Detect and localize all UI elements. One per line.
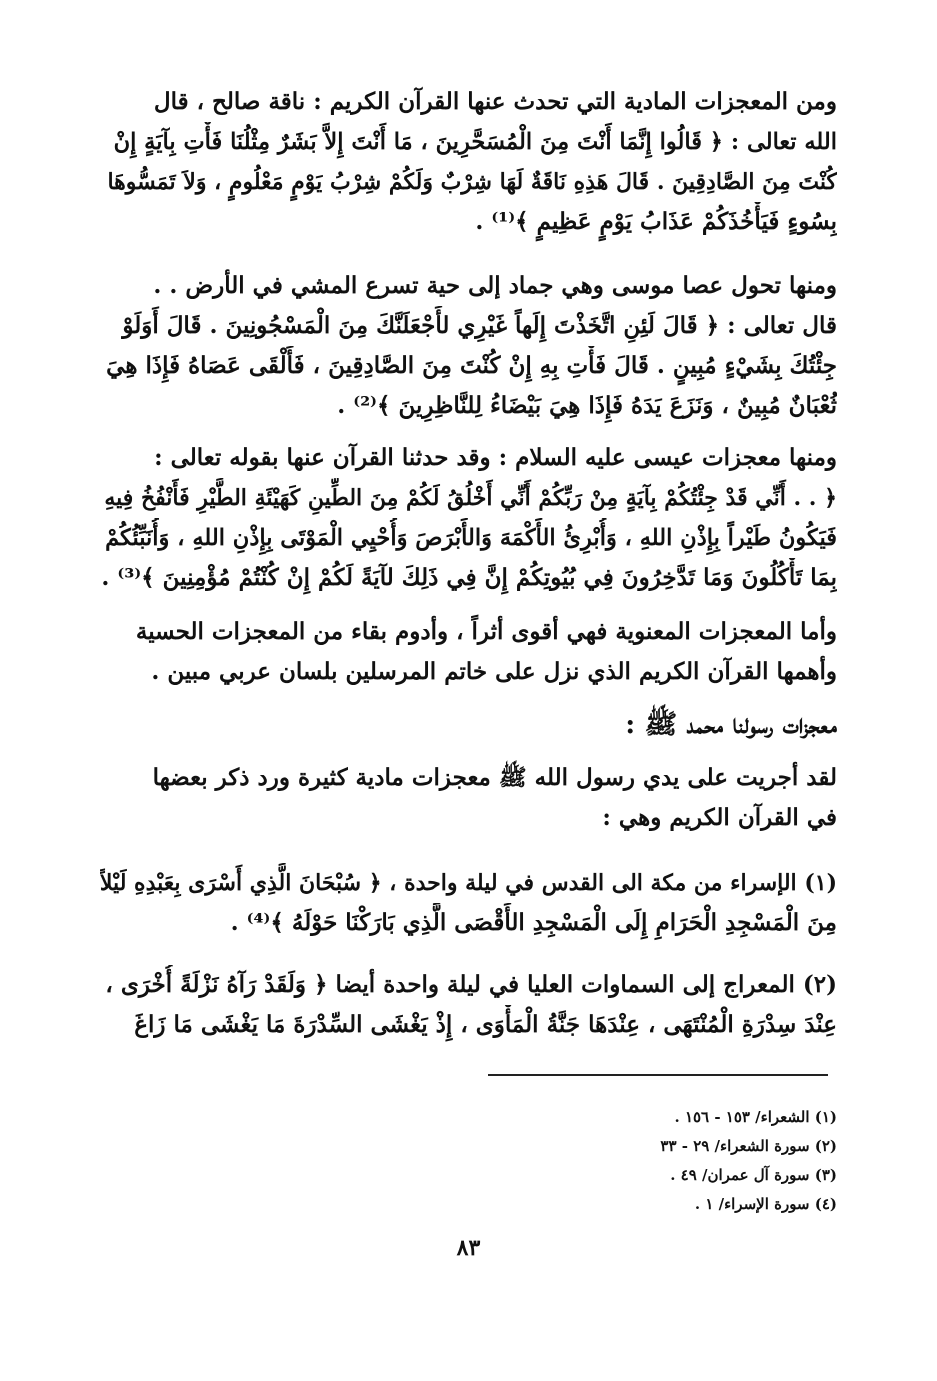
text-line: بِسُوءٍ فَيَأْخُذَكُمْ عَذَابُ يَوْمٍ عَظِيمٍ ﴾⁽¹⁾ . <box>475 208 837 235</box>
text-line: ومنها تحول عصا موسى وهي جماد إلى حية تسرع المشي في الأرض . . <box>153 272 837 299</box>
footnotes <box>437 1103 837 1219</box>
page-number: ٨٣ <box>456 1235 481 1261</box>
footnote-divider <box>488 1074 828 1076</box>
text-line: كُنْتَ مِنَ الصَّادِقِينَ . قَالَ هَذِهِ نَاقَةٌ لَهَا شِرْبٌ وَلَكُمْ شِرْبُ يَوْمٍ مَعْلُومٍ ، وَلاَ تَمَسُّوهَا <box>107 169 837 195</box>
text-line: بِمَا تَأْكُلُونَ وَمَا تَدَّخِرُونَ فِي بُيُوتِكُمْ إِنَّ فِي ذَلِكَ لآيَةً لَكُمْ إِنْ كُنْتُمْ مُؤْمِنِينَ ﴾⁽³⁾ . <box>101 564 837 591</box>
text-line: لقد أجريت على يدي رسول الله ﷺ معجزات مادية كثيرة ورد ذكر بعضها <box>152 764 837 791</box>
footnote: (١) الشعراء/ ١٥٣ - ١٥٦ . <box>674 1108 837 1126</box>
text-line: فَيَكُونُ طَيْراً بِإِذْنِ اللهِ ، وَأُبْرِئُ الأَكْمَهَ وَالأَبْرَصَ وَأُحْيِي الْمَوْتَى بِإِذْنِ اللهِ ، وَأُنَبِّئُكُمْ <box>105 525 837 551</box>
text-line: ومنها معجزات عيسى عليه السلام : وقد حدثنا القرآن عنها بقوله تعالى : <box>154 444 837 471</box>
text-line: في القرآن الكريم وهي : <box>602 804 837 831</box>
text-line: ومن المعجزات المادية التي تحدث عنها القرآن الكريم : ناقة صالح ، قال <box>153 88 837 115</box>
text-line: (١) الإسراء من مكة الى القدس في ليلة واحدة ، ﴿ سُبْحَانَ الَّذِي أَسْرَى بِعَبْدِهِ لَيْلاً <box>100 870 837 896</box>
text-line: جِئْتُكَ بِشَيْءٍ مُبِينٍ . قَالَ فَأْتِ بِهِ إِنْ كُنْتَ مِنَ الصَّادِقِينَ ، فَأَلْقَى عَصَاهُ فَإِذَا هِيَ <box>106 352 837 379</box>
text-line: وأهمها القرآن الكريم الذي نزل على خاتم المرسلين بلسان عربي مبين . <box>151 658 837 685</box>
footnote: (٤) سورة الإسراء/ ١ . <box>694 1195 837 1213</box>
text-line: قال تعالى : ﴿ قَالَ لَئِنِ اتَّخَذْتَ إِلَهاً غَيْرِي لأَجْعَلَنَّكَ مِنَ الْمَسْجُونِينَ . قَالَ أَوَلَوْ <box>122 312 837 339</box>
text-line: ثُعْبَانٌ مُبِينٌ ، وَنَزَعَ يَدَهُ فَإِذَا هِيَ بَيْضَاءُ لِلنَّاظِرِينَ ﴾⁽²⁾ . <box>337 392 837 419</box>
paragraph-prophet-miracles-intro <box>100 758 837 838</box>
list-item-miraj <box>100 965 837 1045</box>
list-item-isra <box>100 863 837 943</box>
text-line: عِنْدَ سِدْرَةِ الْمُنْتَهَى ، عِنْدَهَا جَنَّةُ الْمَأْوَى ، إِذْ يَغْشَى السِّدْرَةَ مَا يَغْشَى مَا زَاغَ <box>134 1011 837 1038</box>
footnote: (٢) سورة الشعراء/ ٢٩ - ٣٣ <box>660 1137 837 1155</box>
paragraph-jesus-miracles <box>100 438 837 598</box>
text-line: ﴿ . . أَنِّي قَدْ جِئْتُكُمْ بِآيَةٍ مِنْ رَبِّكُمْ أَنِّي أَخْلُقُ لَكُمْ مِنَ الطِّينِ كَهَيْئَةِ الطَّيْرِ فَأَنْفُخُ فِيهِ <box>104 485 837 511</box>
paragraph-moral-miracles <box>100 612 837 692</box>
paragraph-saleh-camel <box>100 82 837 242</box>
text-line: الله تعالى : ﴿ قَالُوا إِنَّمَا أَنْتَ مِنَ الْمُسَحَّرِينَ ، مَا أَنْتَ إِلاَّ بَشَرٌ مِثْلُنَا فَأْتِ بِآيَةٍ إِنْ <box>113 129 837 155</box>
text-line: (٢) المعراج إلى السماوات العليا في ليلة واحدة أيضا ﴿ وَلَقَدْ رَآهُ نَزْلَةً أُخْرَى ، <box>105 971 837 998</box>
section-heading: معجزات رسولنا محمد ﷺ : <box>625 709 837 740</box>
text-line: مِنَ الْمَسْجِدِ الْحَرَامِ إِلَى الْمَسْجِدِ الأَقْصَى الَّذِي بَارَكْنَا حَوْلَهُ ﴾⁽⁴⁾ . <box>230 909 837 936</box>
paragraph-moses-staff <box>100 266 837 426</box>
footnote: (٣) سورة آل عمران/ ٤٩ . <box>670 1166 837 1184</box>
text-line: وأما المعجزات المعنوية فهي أقوى أثراً ، وأدوم بقاء من المعجزات الحسية <box>135 618 837 645</box>
